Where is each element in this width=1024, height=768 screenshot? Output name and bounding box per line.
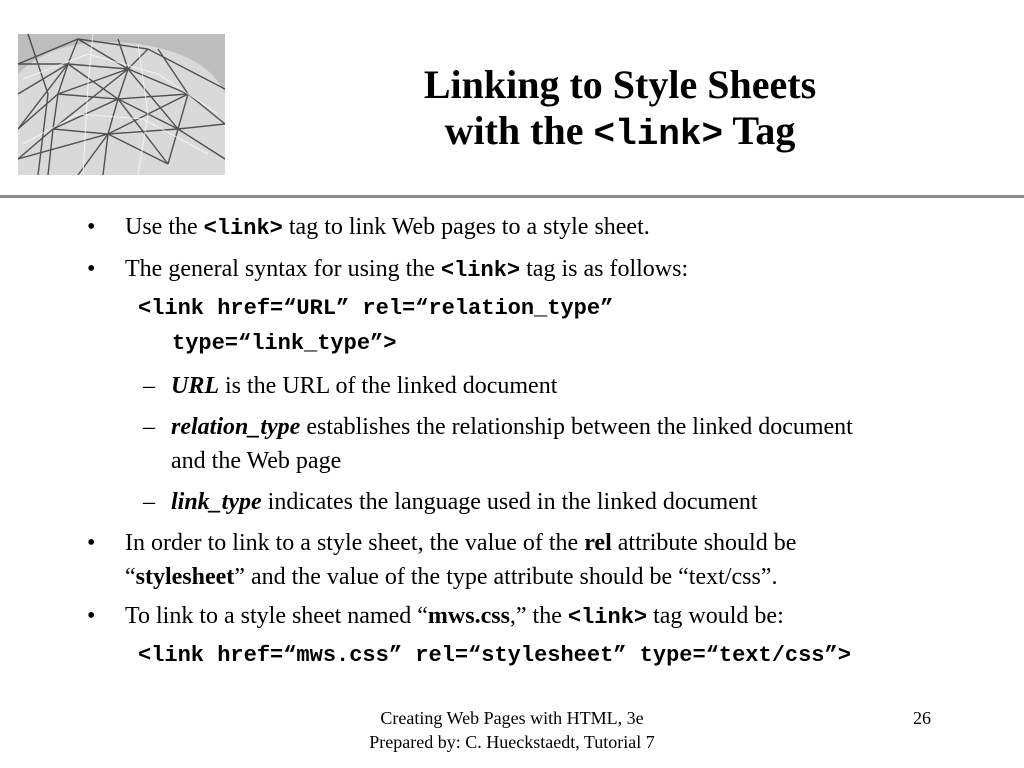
text-run: is the URL of the linked document	[219, 373, 558, 399]
code-text: <link href=“mws.css” rel=“stylesheet” type=“text/css”>	[138, 643, 851, 668]
bold-term: rel	[584, 530, 612, 556]
dash-marker: –	[143, 373, 155, 399]
inline-code: <link>	[203, 216, 283, 241]
text-run: The general syntax for using the	[125, 256, 441, 282]
text-run: In order to link to a style sheet, the value of the	[125, 530, 585, 556]
title-link-tag: <link>	[593, 114, 724, 155]
bold-term: mws.css	[427, 603, 510, 629]
text-run: attribute should be	[611, 530, 797, 556]
bullet-text	[125, 252, 688, 288]
text-run: establishes the relationship between the linked document	[300, 414, 853, 440]
title-line-2-prefix: with the	[444, 108, 594, 153]
text-run: tag would be:	[647, 603, 784, 629]
sub-bullet-text	[171, 410, 853, 444]
inline-code: <link>	[440, 258, 521, 283]
text-run: tag is as follows:	[520, 256, 689, 282]
sub-bullet-text	[171, 485, 758, 519]
slide-title	[300, 62, 940, 158]
title-line-2	[300, 108, 940, 158]
code-text: <link href=“URL” rel=“relation_type”	[138, 296, 614, 321]
bullet-text	[125, 526, 796, 560]
title-line-2-suffix: Tag	[723, 108, 796, 153]
text-run: indicates the language used in the linked document	[261, 489, 758, 515]
footer-credits	[312, 706, 712, 754]
sub-bullet-text	[171, 369, 557, 403]
bullet-marker: •	[87, 603, 96, 629]
bullet-text	[125, 210, 650, 246]
text-run: tag to link Web pages to a style sheet.	[282, 214, 650, 240]
dash-marker: –	[143, 489, 155, 515]
footer-line-2: Prepared by: C. Hueckstaedt, Tutorial 7	[369, 732, 655, 752]
term: link_type	[171, 489, 262, 515]
title-line-1: Linking to Style Sheets	[423, 62, 817, 107]
dash-marker: –	[143, 414, 155, 440]
text-run: ,” the	[509, 603, 568, 629]
page-number: 26	[913, 708, 931, 728]
text-run: and the Web page	[171, 448, 342, 474]
title-divider	[0, 195, 1024, 198]
inline-code: <link>	[567, 605, 648, 630]
term: URL	[171, 373, 219, 399]
bold-term: stylesheet	[135, 564, 235, 590]
bullet-marker: •	[87, 214, 96, 240]
text-run: To link to a style sheet named “	[125, 603, 428, 629]
term: relation_type	[171, 414, 301, 440]
bullet-marker: •	[87, 256, 96, 282]
text-run: Use the	[125, 214, 204, 240]
bullet-text	[125, 560, 777, 594]
logo-image	[18, 34, 225, 175]
text-run: “	[125, 564, 136, 590]
code-text: type=“link_type”>	[172, 331, 397, 356]
text-run: ” and the value of the type attribute should be “text/css”.	[234, 564, 778, 590]
bullet-text	[125, 599, 784, 635]
footer-line-1: Creating Web Pages with HTML, 3e	[380, 708, 644, 728]
bullet-marker: •	[87, 530, 96, 556]
